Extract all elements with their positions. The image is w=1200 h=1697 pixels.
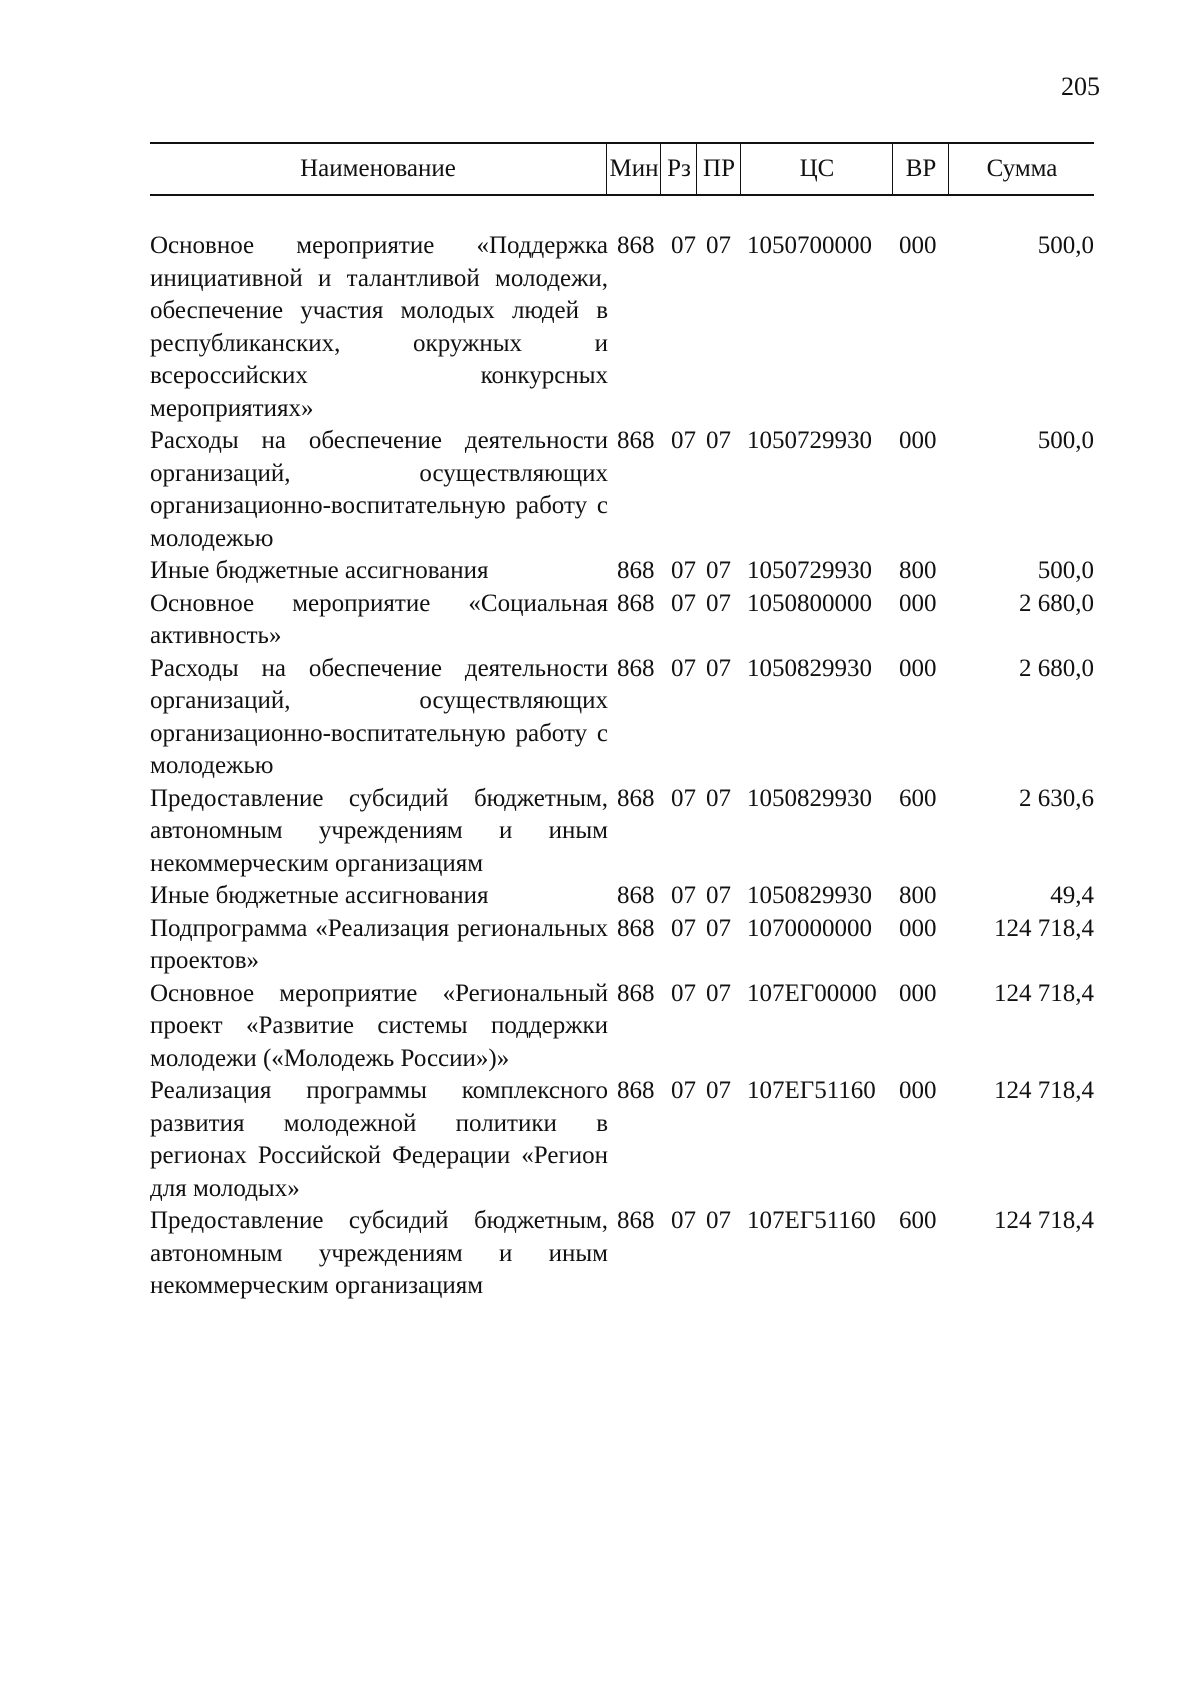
row-cs: 1070000000 — [747, 914, 872, 942]
budget-table — [150, 142, 1094, 1303]
header-min: Мин — [606, 144, 661, 194]
row-pr: 07 — [706, 784, 731, 812]
row-cs: 1050700000 — [747, 232, 872, 259]
row-min: 868 — [617, 882, 655, 909]
table-row — [150, 653, 1094, 783]
header-vr: ВР — [892, 144, 949, 194]
row-cs: 1050829930 — [747, 784, 872, 812]
row-name: Иные бюджетные ассигнования — [150, 882, 489, 909]
row-sum: 500,0 — [1037, 232, 1094, 259]
row-rz: 07 — [671, 1207, 696, 1234]
row-cs: 107ЕГ51160 — [747, 1077, 876, 1104]
row-pr: 07 — [706, 882, 731, 909]
table-row — [150, 978, 1094, 1076]
table-header — [150, 142, 1094, 196]
row-vr: 000 — [899, 589, 937, 617]
row-pr: 07 — [706, 589, 731, 617]
row-rz: 07 — [671, 589, 696, 617]
row-name: Предоставление субсидий бюджетным, автономным учреждениям и иным некоммерческим организациям — [150, 784, 608, 877]
row-vr: 000 — [899, 979, 937, 1007]
row-rz: 07 — [671, 427, 696, 454]
row-min: 868 — [617, 427, 655, 454]
row-pr: 07 — [706, 1077, 731, 1104]
row-pr: 07 — [706, 914, 731, 942]
row-vr: 000 — [899, 1077, 937, 1104]
row-sum: 500,0 — [1037, 427, 1094, 454]
row-name: Расходы на обеспечение деятельности организаций, осуществляющих организационно-воспитательную работу с молодежью — [150, 654, 608, 779]
header-cs: ЦС — [740, 144, 893, 194]
row-sum: 2 680,0 — [1019, 589, 1094, 617]
row-pr: 07 — [706, 1207, 731, 1234]
row-rz: 07 — [671, 882, 696, 909]
row-pr: 07 — [706, 232, 731, 259]
row-name: Расходы на обеспечение деятельности организаций, осуществляющих организационно-воспитательную работу с молодежью — [150, 427, 608, 552]
row-rz: 07 — [671, 979, 696, 1007]
row-name: Иные бюджетные ассигнования — [150, 557, 489, 584]
table-row — [150, 1075, 1094, 1205]
row-sum: 124 718,4 — [994, 1077, 1094, 1104]
row-vr: 000 — [899, 232, 937, 259]
header-rz: Рз — [660, 144, 697, 194]
row-cs: 1050829930 — [747, 654, 872, 682]
row-name: Реализация программы комплексного развития молодежной политики в регионах Российской Федерации «Регион для молодых» — [150, 1077, 608, 1202]
row-sum: 500,0 — [1037, 557, 1094, 584]
row-vr: 800 — [899, 882, 937, 909]
row-min: 868 — [617, 979, 655, 1007]
row-sum: 2 680,0 — [1019, 654, 1094, 682]
table-body — [150, 230, 1094, 1303]
row-rz: 07 — [671, 557, 696, 584]
row-rz: 07 — [671, 1077, 696, 1104]
row-sum: 49,4 — [1050, 882, 1094, 909]
row-cs: 1050729930 — [747, 427, 872, 454]
row-sum: 2 630,6 — [1019, 784, 1094, 812]
row-min: 868 — [617, 589, 655, 617]
row-cs: 107ЕГ51160 — [747, 1207, 876, 1234]
row-name: Основное мероприятие «Поддержка инициативной и талантливой молодежи, обеспечение участия молодых людей в республиканских, окружных и всероссийских конкурсных мероприятиях» — [150, 232, 608, 422]
page-number: 205 — [1061, 72, 1100, 101]
table-row — [150, 555, 1094, 588]
header-sum: Сумма — [948, 144, 1095, 194]
row-name: Предоставление субсидий бюджетным, автономным учреждениям и иным некоммерческим организациям — [150, 1207, 608, 1299]
row-vr: 800 — [899, 557, 937, 584]
row-sum: 124 718,4 — [994, 979, 1094, 1007]
row-min: 868 — [617, 557, 655, 584]
table-row — [150, 880, 1094, 913]
row-vr: 000 — [899, 914, 937, 942]
table-row — [150, 230, 1094, 425]
row-rz: 07 — [671, 232, 696, 259]
row-min: 868 — [617, 784, 655, 812]
row-cs: 107ЕГ00000 — [747, 979, 877, 1007]
row-name: Основное мероприятие «Социальная активность» — [150, 589, 608, 649]
row-vr: 000 — [899, 427, 937, 454]
row-min: 868 — [617, 1077, 655, 1104]
row-cs: 1050800000 — [747, 589, 872, 617]
header-pr: ПР — [696, 144, 741, 194]
table-row — [150, 588, 1094, 653]
row-cs: 1050729930 — [747, 557, 872, 584]
row-sum: 124 718,4 — [994, 914, 1094, 942]
row-name: Основное мероприятие «Региональный проект «Развитие системы поддержки молодежи («Молодежь России»)» — [150, 979, 608, 1072]
row-pr: 07 — [706, 427, 731, 454]
row-min: 868 — [617, 914, 655, 942]
header-name: Наименование — [300, 155, 456, 182]
table-row — [150, 913, 1094, 978]
row-min: 868 — [617, 232, 655, 259]
table-row — [150, 1205, 1094, 1303]
row-cs: 1050829930 — [747, 882, 872, 909]
row-rz: 07 — [671, 784, 696, 812]
row-pr: 07 — [706, 654, 731, 682]
row-sum: 124 718,4 — [994, 1207, 1094, 1234]
row-vr: 600 — [899, 1207, 937, 1234]
row-vr: 000 — [899, 654, 937, 682]
row-pr: 07 — [706, 979, 731, 1007]
row-name: Подпрограмма «Реализация региональных проектов» — [150, 914, 608, 974]
row-vr: 600 — [899, 784, 937, 812]
row-pr: 07 — [706, 557, 731, 584]
row-rz: 07 — [671, 654, 696, 682]
row-rz: 07 — [671, 914, 696, 942]
row-min: 868 — [617, 654, 655, 682]
table-row — [150, 783, 1094, 881]
table-row — [150, 425, 1094, 555]
row-min: 868 — [617, 1207, 655, 1234]
